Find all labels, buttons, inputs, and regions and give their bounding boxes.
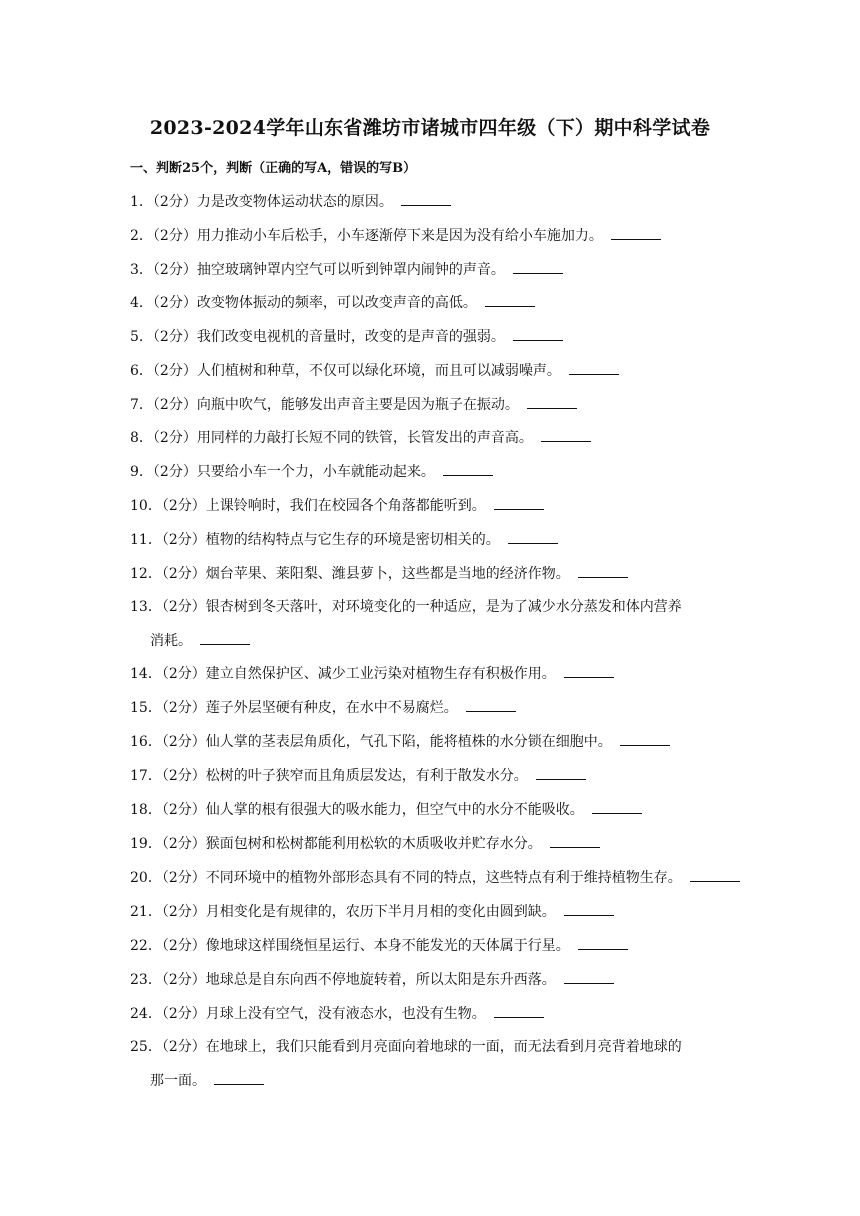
question-text: 我们改变电视机的音量时，改变的是声音的强弱。 [196,329,505,345]
question-text: 用同样的力敲打长短不同的铁管，长管发出的声音高。 [196,430,533,446]
answer-blank[interactable] [200,630,250,645]
answer-blank[interactable] [564,663,614,678]
question-item [130,935,740,956]
answer-blank[interactable] [401,191,451,206]
question-score: （2分） [152,464,197,480]
answer-blank[interactable] [541,427,591,442]
question-score: （2分） [161,938,206,954]
question-text: 抽空玻璃钟罩内空气可以听到钟罩内闹钟的声音。 [196,262,505,278]
question-score: （2分） [161,498,206,514]
question-score: （2分） [161,734,206,750]
answer-blank[interactable] [690,867,740,882]
answer-blank[interactable] [550,833,600,848]
question-item [130,867,740,888]
answer-blank[interactable] [513,259,563,274]
question-number: 20． [130,870,162,886]
question-number: 18． [130,802,162,818]
answer-blank[interactable] [485,292,535,307]
question-text: 地球总是自东向西不停地旋转着，所以太阳是东升西落。 [205,972,556,988]
question-text: 松树的叶子狭窄而且角质层发达，有利于散发水分。 [205,768,528,784]
answer-blank[interactable] [564,969,614,984]
question-score: （2分） [161,566,206,582]
question-number: 14． [130,666,162,682]
answer-blank[interactable] [611,225,661,240]
question-item [130,1037,740,1091]
question-text: 用力推动小车后松手，小车逐渐停下来是因为没有给小车施加力。 [196,228,603,244]
question-number: 3． [130,262,153,278]
question-item [130,731,740,752]
answer-blank[interactable] [578,563,628,578]
answer-blank[interactable] [494,495,544,510]
question-number: 11． [130,532,162,548]
question-score: （2分） [152,262,197,278]
question-number: 5． [130,329,153,345]
question-item [130,394,740,415]
question-score: （2分） [152,430,197,446]
answer-blank[interactable] [508,529,558,544]
question-text: 在地球上，我们只能看到月亮面向着地球的一面，而无法看到月亮背着地球的 [205,1039,682,1055]
question-number: 7． [130,397,153,413]
question-item [130,969,740,990]
question-number: 10． [130,498,162,514]
question-number: 25． [130,1039,162,1055]
page-title: 2023-2024学年山东省潍坊市诸城市四年级（下）期中科学试卷 [149,117,711,139]
question-text-continued-label: 消耗。 [150,633,192,649]
question-text: 像地球这样围绕恒星运行、本身不能发光的天体属于行星。 [205,938,570,954]
question-score: （2分） [161,870,206,886]
question-score: （2分） [161,1039,206,1055]
question-number: 4． [130,295,153,311]
question-score: （2分） [161,666,206,682]
question-score: （2分） [152,295,197,311]
answer-blank[interactable] [620,731,670,746]
question-text-continued-label: 那一面。 [150,1073,206,1089]
question-item [130,697,740,718]
answer-blank[interactable] [569,360,619,375]
answer-blank[interactable] [578,935,628,950]
question-number: 13． [130,599,162,615]
question-score: （2分） [161,802,206,818]
question-item [130,765,740,786]
question-text-continued [130,1070,740,1091]
question-item [130,326,740,347]
answer-blank[interactable] [536,765,586,780]
question-item [130,495,740,516]
answer-blank[interactable] [466,697,516,712]
question-text: 建立自然保护区、减少工业污染对植物生存有积极作用。 [205,666,556,682]
question-number: 12． [130,566,162,582]
question-text: 仙人掌的根有很强大的吸水能力，但空气中的水分不能吸收。 [205,802,584,818]
question-score: （2分） [161,532,206,548]
question-number: 1． [130,194,153,210]
question-number: 22． [130,938,162,954]
question-score: （2分） [152,228,197,244]
question-text: 植物的结构特点与它生存的环境是密切相关的。 [205,532,500,548]
question-score: （2分） [152,363,197,379]
question-item [130,360,740,381]
answer-blank[interactable] [564,901,614,916]
question-item [130,901,740,922]
question-text: 仙人掌的茎表层角质化，气孔下陷，能将植株的水分锁在细胞中。 [205,734,612,750]
question-number: 6． [130,363,153,379]
section-heading: 一、判断25个，判断（正确的写A，错误的写B） [130,161,417,176]
answer-blank[interactable] [443,461,493,476]
question-item [130,427,740,448]
question-text: 不同环境中的植物外部形态具有不同的特点，这些特点有利于维持植物生存。 [205,870,682,886]
question-score: （2分） [161,768,206,784]
question-number: 2． [130,228,153,244]
answer-blank[interactable] [513,326,563,341]
answer-blank[interactable] [214,1070,264,1085]
answer-blank[interactable] [494,1003,544,1018]
question-text: 烟台苹果、莱阳梨、潍县萝卜，这些都是当地的经济作物。 [205,566,570,582]
question-item [130,259,740,280]
question-item [130,663,740,684]
question-text: 莲子外层坚硬有种皮，在水中不易腐烂。 [205,700,458,716]
question-number: 9． [130,464,153,480]
question-number: 19． [130,836,162,852]
question-score: （2分） [152,397,197,413]
question-text: 人们植树和种草，不仅可以绿化环境，而且可以减弱噪声。 [196,363,561,379]
question-item [130,799,740,820]
question-score: （2分） [161,972,206,988]
question-item [130,529,740,550]
question-number: 21． [130,904,162,920]
question-text: 向瓶中吹气，能够发出声音主要是因为瓶子在振动。 [196,397,519,413]
answer-blank[interactable] [527,394,577,409]
question-score: （2分） [161,1006,206,1022]
question-score: （2分） [161,599,206,615]
question-text: 银杏树到冬天落叶，对环境变化的一种适应，是为了减少水分蒸发和体内营养 [205,599,682,615]
question-score: （2分） [161,836,206,852]
question-number: 24． [130,1006,162,1022]
question-item [130,597,740,651]
question-text: 月相变化是有规律的，农历下半月月相的变化由圆到缺。 [205,904,556,920]
question-number: 8． [130,430,153,446]
question-item [130,225,740,246]
question-text: 猴面包树和松树都能利用松软的木质吸收并贮存水分。 [205,836,542,852]
question-score: （2分） [161,700,206,716]
question-item [130,292,740,313]
question-number: 16． [130,734,162,750]
question-item [130,191,740,212]
question-score: （2分） [152,329,197,345]
question-text: 力是改变物体运动状态的原因。 [196,194,393,210]
question-item [130,563,740,584]
question-item [130,461,740,482]
question-text: 改变物体振动的频率，可以改变声音的高低。 [196,295,477,311]
question-text: 上课铃响时，我们在校园各个角落都能听到。 [205,498,486,514]
question-item [130,833,740,854]
question-text: 月球上没有空气，没有液态水，也没有生物。 [205,1006,486,1022]
question-number: 17． [130,768,162,784]
question-item [130,1003,740,1024]
answer-blank[interactable] [592,799,642,814]
question-text-continued [130,630,740,651]
question-text: 只要给小车一个力，小车就能动起来。 [196,464,435,480]
question-score: （2分） [152,194,197,210]
question-score: （2分） [161,904,206,920]
question-number: 15． [130,700,162,716]
question-number: 23． [130,972,162,988]
